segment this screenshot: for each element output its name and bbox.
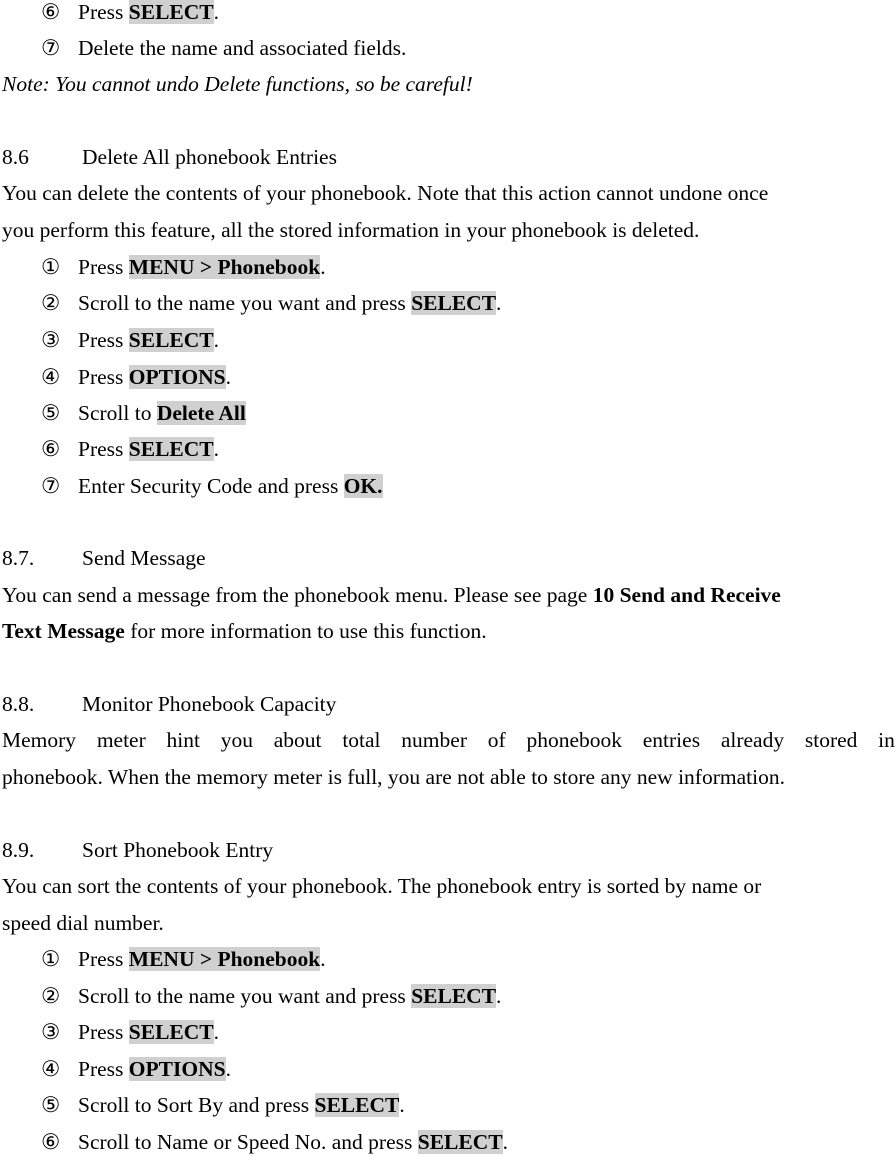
step-item: ⑥ Press SELECT. xyxy=(41,0,220,24)
section-heading-8-7: 8.7. Send Message xyxy=(2,546,206,570)
step-item: ③ Press SELECT. xyxy=(41,1020,220,1044)
step-item: ① Press MENU > Phonebook. xyxy=(41,947,326,971)
step-item: ⑥ Press SELECT. xyxy=(41,437,220,461)
paragraph-line: you perform this feature, all the stored information in your phonebook is deleted. xyxy=(2,218,700,242)
step-item: ⑦ Delete the name and associated fields. xyxy=(41,36,407,60)
step-item: ⑥ Scroll to Name or Speed No. and press SELECT. xyxy=(41,1130,508,1154)
paragraph-line: phonebook. When the memory meter is full, you are not able to store any new information. xyxy=(2,765,785,789)
paragraph-line: You can send a message from the phonebook menu. Please see page 10 Send and Receive xyxy=(2,583,781,607)
paragraph-line: You can delete the contents of your phonebook. Note that this action cannot undone once xyxy=(2,181,769,205)
step-item: ⑤ Scroll to Sort By and press SELECT. xyxy=(41,1093,405,1117)
paragraph-line: speed dial number. xyxy=(2,911,164,935)
step-item: ② Scroll to the name you want and press SELECT. xyxy=(41,291,502,315)
paragraph-line: Memory meter hint you about total number of phonebook entries already stored in xyxy=(2,728,895,752)
step-item: ⑦ Enter Security Code and press OK. xyxy=(41,474,383,498)
paragraph-line: Text Message for more information to use this function. xyxy=(2,619,487,643)
step-item: ③ Press SELECT. xyxy=(41,328,220,352)
step-item: ④ Press OPTIONS. xyxy=(41,1057,231,1081)
note-text: Note: You cannot undo Delete functions, so be careful! xyxy=(2,72,473,96)
section-heading-8-6: 8.6 Delete All phonebook Entries xyxy=(2,145,337,169)
step-item: ① Press MENU > Phonebook. xyxy=(41,255,326,279)
step-item: ② Scroll to the name you want and press SELECT. xyxy=(41,984,502,1008)
step-item: ⑤ Scroll to Delete All xyxy=(41,401,246,425)
step-item: ④ Press OPTIONS. xyxy=(41,365,231,389)
paragraph-line: You can sort the contents of your phonebook. The phonebook entry is sorted by name or xyxy=(2,874,762,898)
section-heading-8-8: 8.8. Monitor Phonebook Capacity xyxy=(2,692,337,716)
section-heading-8-9: 8.9. Sort Phonebook Entry xyxy=(2,838,274,862)
